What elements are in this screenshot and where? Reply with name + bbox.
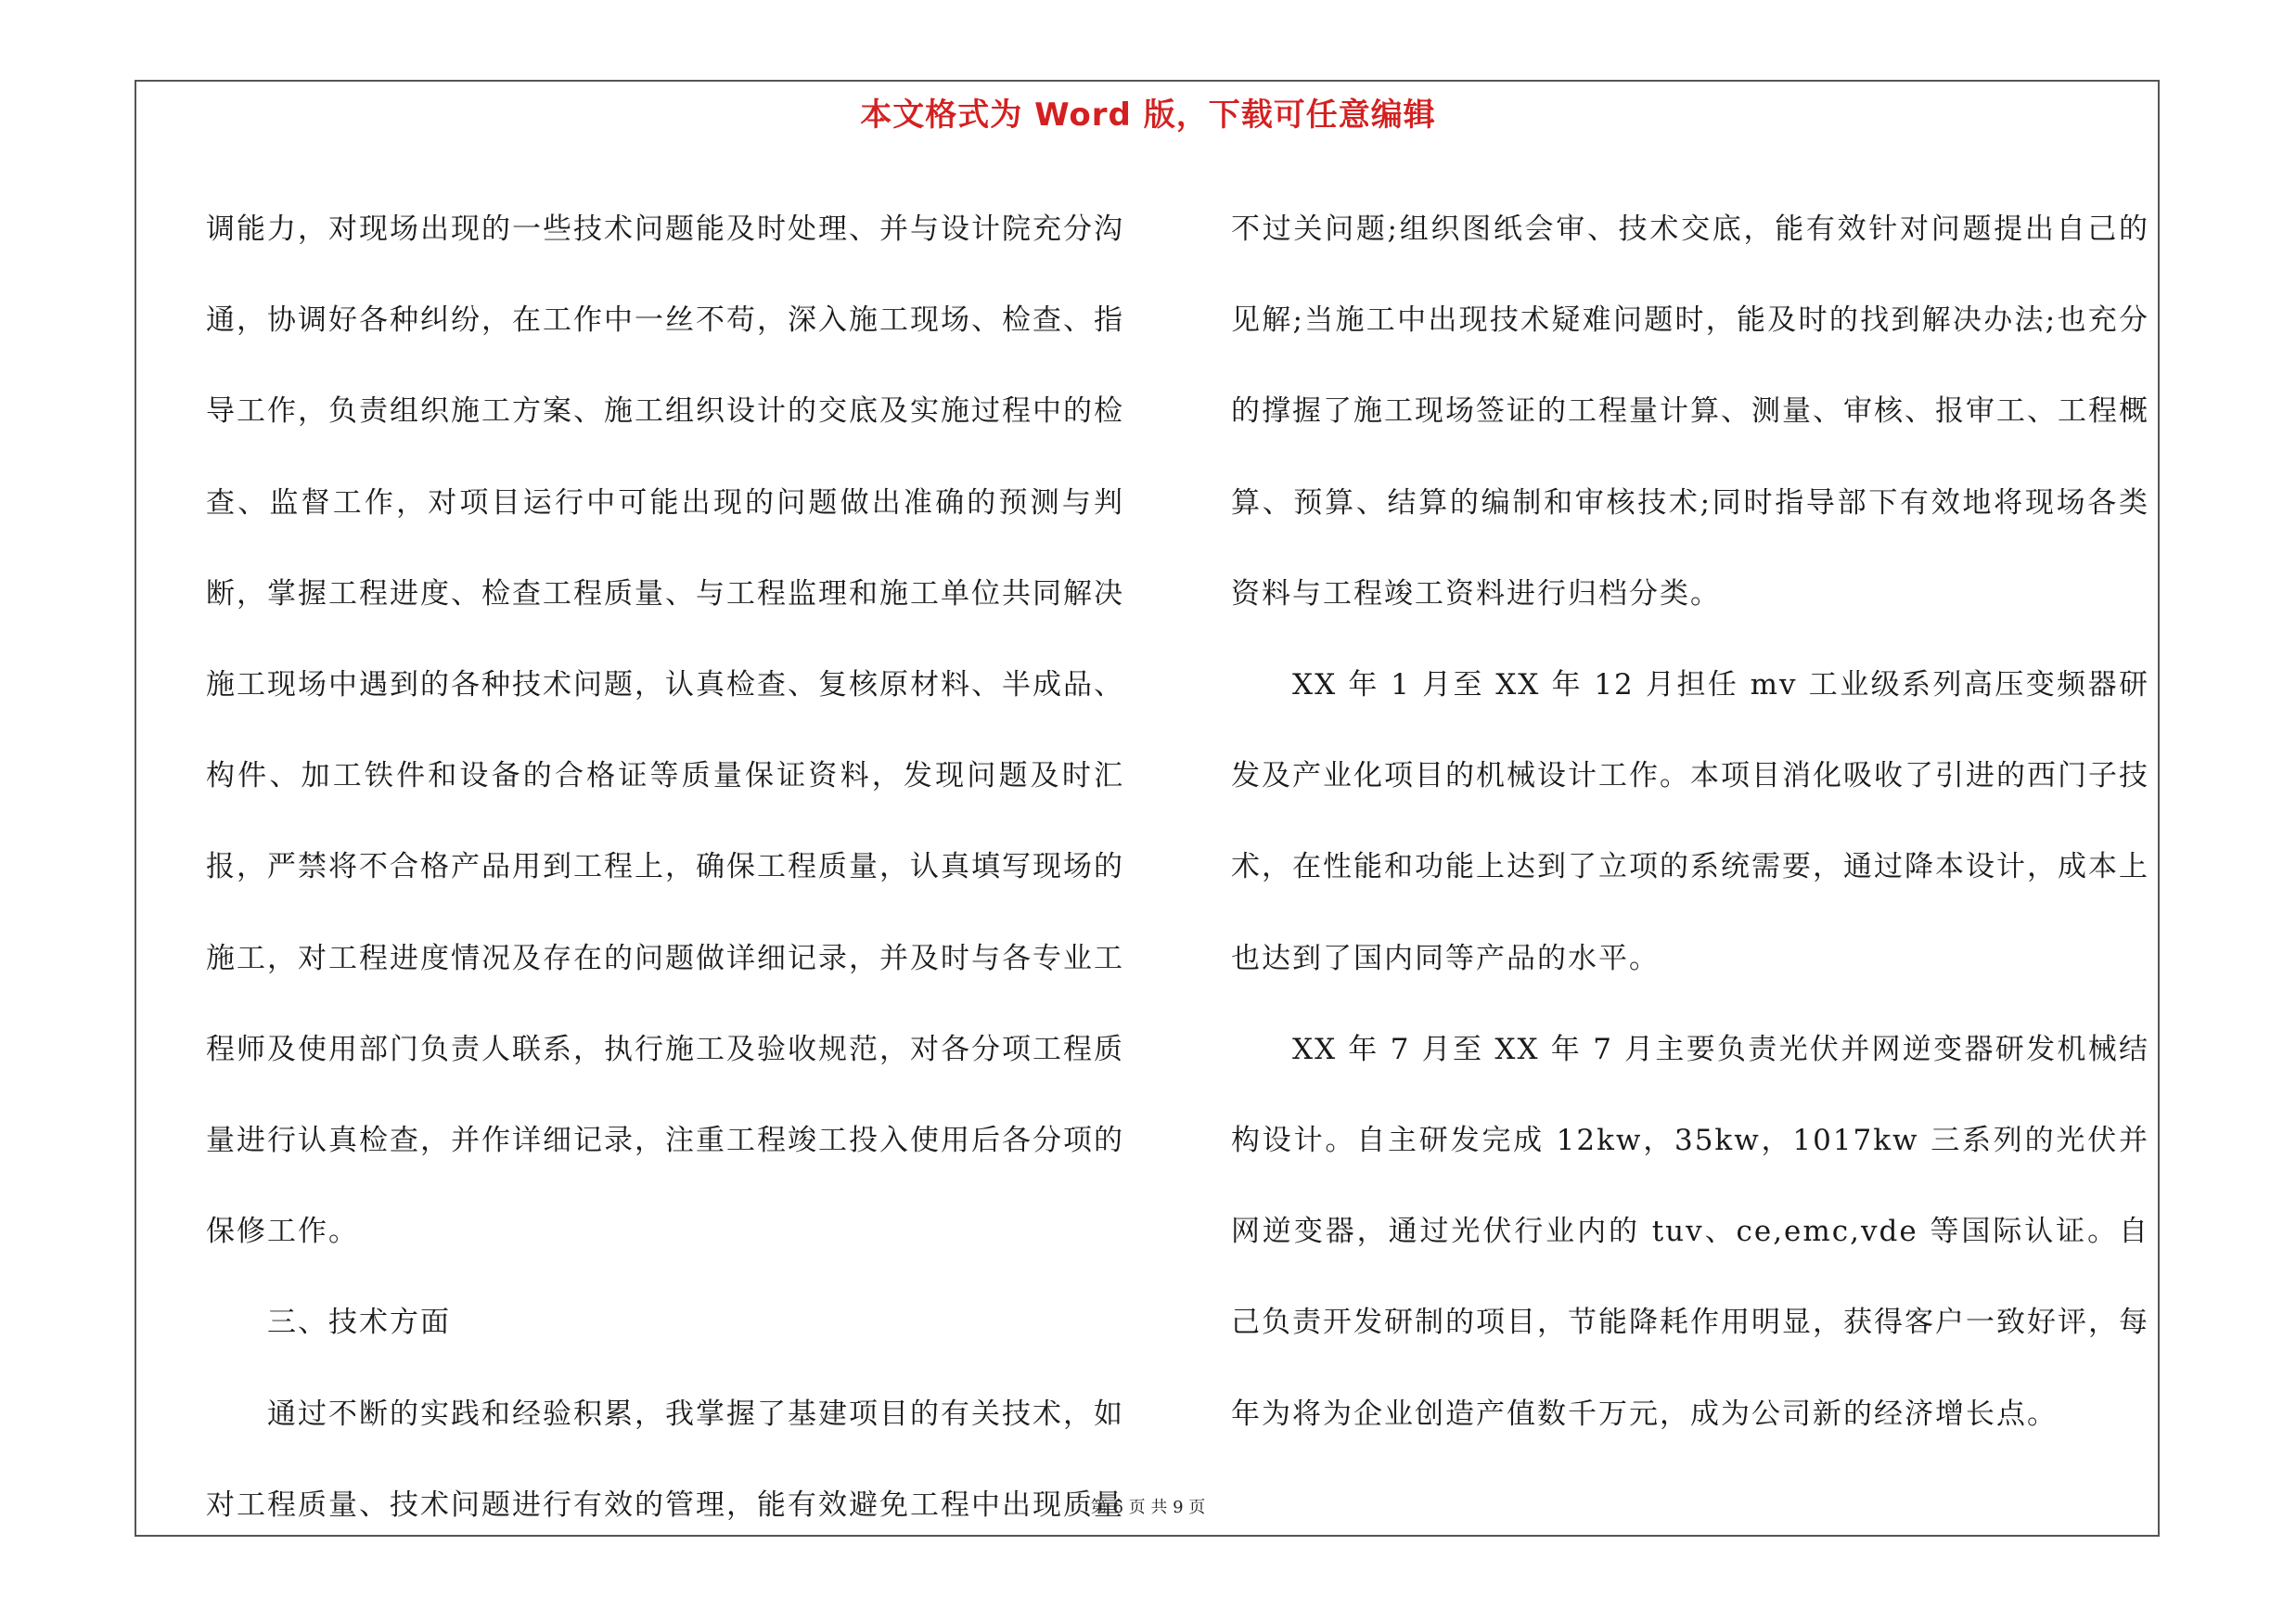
left-column (206, 184, 1124, 1551)
format-banner: 本文格式为 Word 版，下载可任意编辑 (860, 97, 1436, 134)
page-number-footer: 第 6 页 共 9 页 (1090, 1498, 1206, 1517)
right-paragraph-3: XX 年 7 月至 XX 年 7 月主要负责光伏并网逆变器研发机械结构设计。自主研发完成 12kw，35kw，1017kw 三系列的光伏并网逆变器，通过光伏行业内的 tuv、ce,emc,vde 等国际认证。自己负责开发研制的项目，节能降耗作用明显，获得客户一致好评，每年为将为企业创造产值数千万元，成为公司新的经济增长点。 (1231, 1032, 2149, 1431)
left-paragraph-1: 调能力，对现场出现的一些技术问题能及时处理、并与设计院充分沟通，协调好各种纠纷，在工作中一丝不苟，深入施工现场、检查、指导工作，负责组织施工方案、施工组织设计的交底及实施过程中的检查、监督工作，对项目运行中可能出现的问题做出准确的预测与判断，掌握工程进度、检查工程质量、与工程监理和施工单位共同解决施工现场中遇到的各种技术问题，认真检查、复核原材料、半成品、构件、加工铁件和设备的合格证等质量保证资料，发现问题及时汇报，严禁将不合格产品用到工程上，确保工程质量，认真填写现场的施工，对工程进度情况及存在的问题做详细记录，并及时与各专业工程师及使用部门负责人联系，执行施工及验收规范，对各分项工程质量进行认真检查，并作详细记录，注重工程竣工投入使用后各分项的保修工作。 (206, 213, 1124, 1249)
right-paragraph-1: 不过关问题;组织图纸会审、技术交底，能有效针对问题提出自己的见解;当施工中出现技术疑难问题时，能及时的找到解决办法;也充分的撑握了施工现场签证的工程量计算、测量、审核、报审工、工程概算、预算、结算的编制和审核技术;同时指导部下有效地将现场各类资料与工程竣工资料进行归档分类。 (1231, 213, 2149, 611)
right-paragraph-2: XX 年 1 月至 XX 年 12 月担任 mv 工业级系列高压变频器研发及产业化项目的机械设计工作。本项目消化吸收了引进的西门子技术，在性能和功能上达到了立项的系统需要，通过降本设计，成本上也达到了国内同等产品的水平。 (1231, 668, 2149, 975)
right-column (1231, 184, 2149, 1460)
left-paragraph-2: 通过不断的实践和经验积累，我掌握了基建项目的有关技术，如对工程质量、技术问题进行有效的管理，能有效避免工程中出现质量 (206, 1397, 1124, 1522)
section-heading-technical: 三、技术方面 (267, 1306, 451, 1340)
